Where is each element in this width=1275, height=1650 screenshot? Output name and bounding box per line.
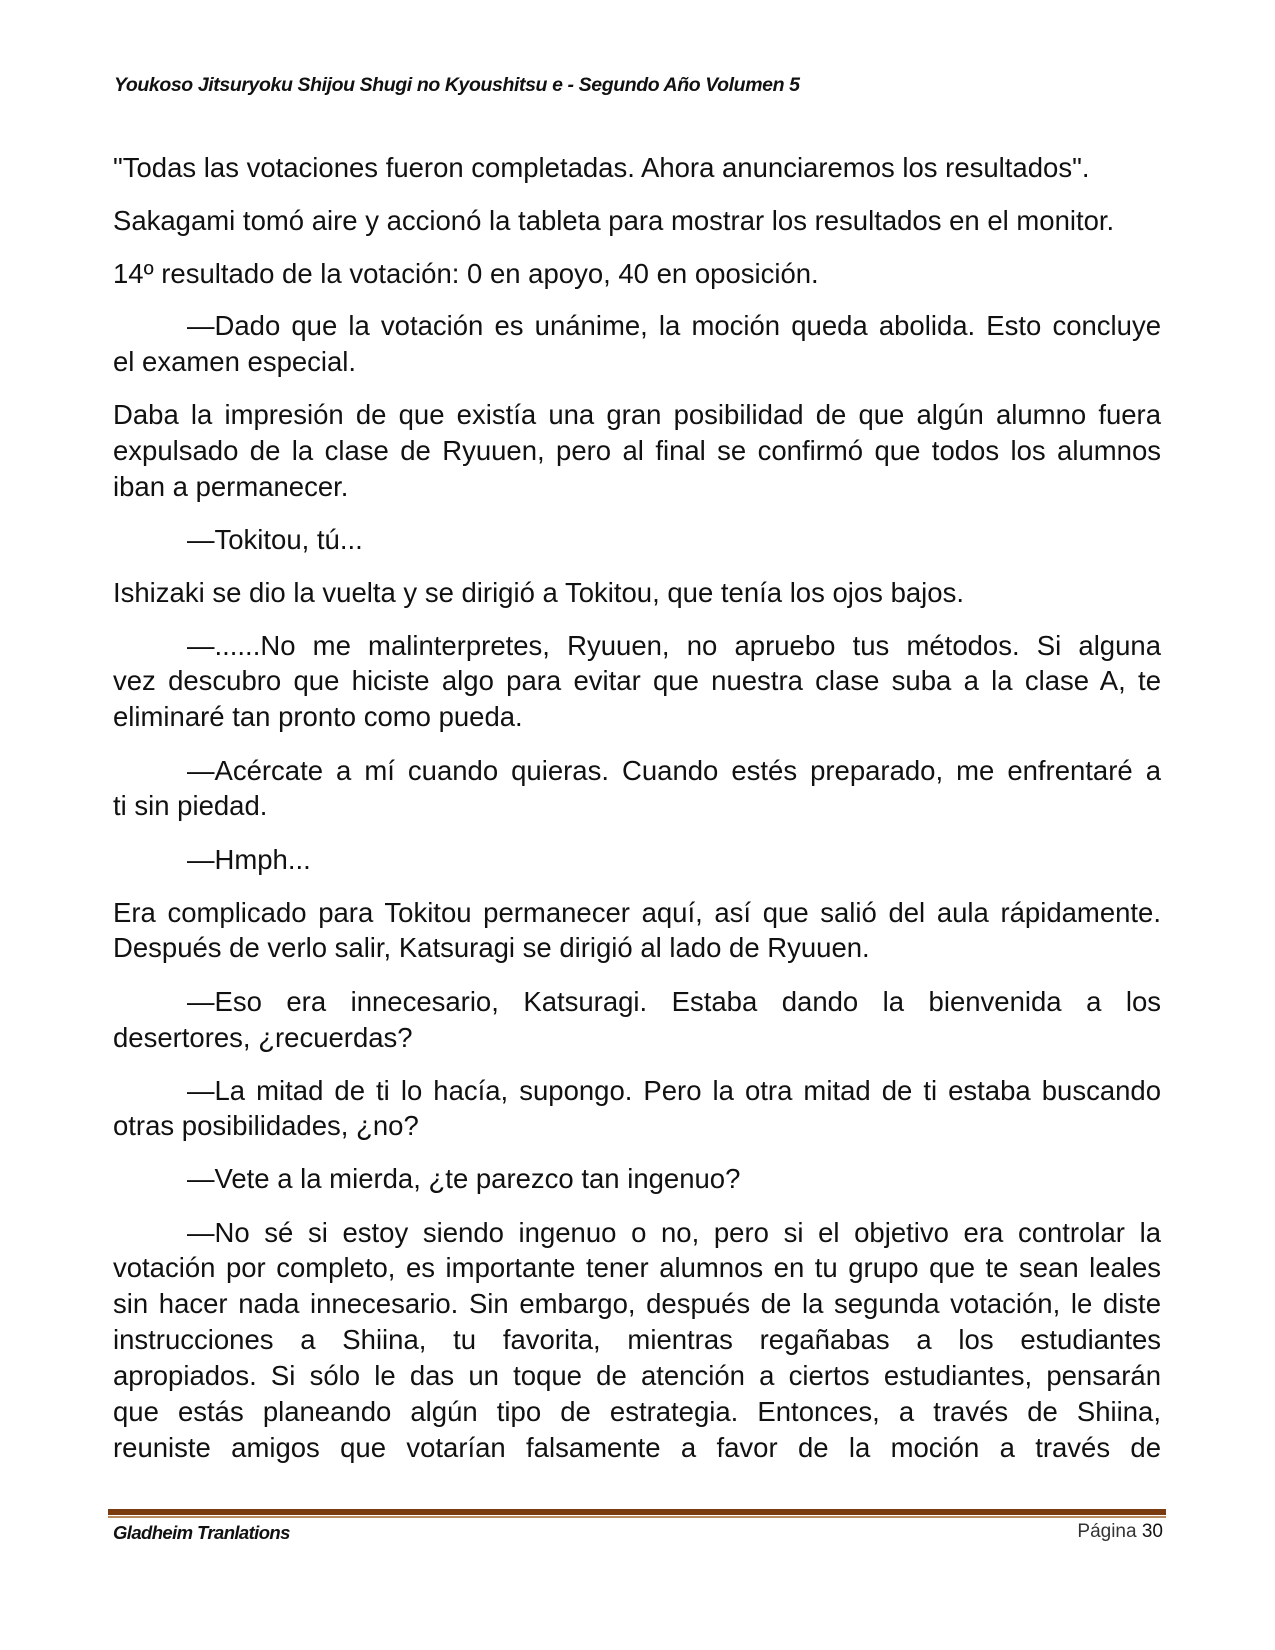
text-line: sin hacer nada innecesario. Sin embargo, después de la segunda votación, le diste <box>113 1288 1161 1319</box>
text-line: Ishizaki se dio la vuelta y se dirigió a Tokitou, que tenía los ojos bajos. <box>113 577 964 608</box>
text-line: iban a permanecer. <box>113 471 349 502</box>
text-line: —Eso era innecesario, Katsuragi. Estaba dando la bienvenida a los <box>187 986 1161 1017</box>
text-line: "Todas las votaciones fueron completadas. Ahora anunciaremos los resultados". <box>113 152 1090 183</box>
text-line: Después de verlo salir, Katsuragi se dirigió al lado de Ryuuen. <box>113 932 870 963</box>
text-line: —Dado que la votación es unánime, la moción queda abolida. Esto concluye <box>187 310 1161 341</box>
text-line: otras posibilidades, ¿no? <box>113 1110 419 1141</box>
text-line: que estás planeando algún tipo de estrategia. Entonces, a través de Shiina, <box>113 1396 1161 1427</box>
text-line: —Tokitou, tú... <box>187 524 363 555</box>
footer-rule <box>108 1509 1166 1515</box>
text-line: —Vete a la mierda, ¿te parezco tan ingenuo? <box>187 1163 741 1194</box>
text-line: —La mitad de ti lo hacía, supongo. Pero la otra mitad de ti estaba buscando <box>187 1075 1161 1106</box>
text-line: ti sin piedad. <box>113 790 268 821</box>
text-line: expulsado de la clase de Ryuuen, pero al final se confirmó que todos los alumnos <box>113 435 1161 466</box>
text-line: —Acércate a mí cuando quieras. Cuando estés preparado, me enfrentaré a <box>187 755 1161 786</box>
text-line: vez descubro que hiciste algo para evitar que nuestra clase suba a la clase A, te <box>113 665 1161 696</box>
footer-rule-thin <box>108 1516 1166 1518</box>
footer-credit: Gladheim Tranlations <box>113 1522 290 1543</box>
text-line: reuniste amigos que votarían falsamente a favor de la moción a través de <box>113 1432 1161 1463</box>
text-line: apropiados. Si sólo le das un toque de atención a ciertos estudiantes, pensarán <box>113 1360 1161 1391</box>
text-line: instrucciones a Shiina, tu favorita, mientras regañabas a los estudiantes <box>113 1324 1161 1355</box>
text-line: eliminaré tan pronto como pueda. <box>113 701 523 732</box>
text-line: desertores, ¿recuerdas? <box>113 1022 413 1053</box>
page-number-value: 30 <box>1141 1521 1163 1542</box>
text-line: Era complicado para Tokitou permanecer aquí, así que salió del aula rápidamente. <box>113 897 1161 928</box>
text-line: —Hmph... <box>187 844 311 875</box>
text-line: 14º resultado de la votación: 0 en apoyo, 40 en oposición. <box>113 258 819 289</box>
page-label: Página <box>1077 1521 1137 1542</box>
text-line: —No sé si estoy siendo ingenuo o no, pero si el objetivo era controlar la <box>187 1217 1161 1248</box>
text-line: —......No me malinterpretes, Ryuuen, no apruebo tus métodos. Si alguna <box>187 630 1161 661</box>
running-header: Youkoso Jitsuryoku Shijou Shugi no Kyoushitsu e - Segundo Año Volumen 5 <box>114 74 800 96</box>
text-line: el examen especial. <box>113 346 357 377</box>
text-line: Daba la impresión de que existía una gran posibilidad de que algún alumno fuera <box>113 399 1161 430</box>
text-line: Sakagami tomó aire y accionó la tableta para mostrar los resultados en el monitor. <box>113 205 1115 236</box>
text-line: votación por completo, es importante tener alumnos en tu grupo que te sean leales <box>113 1252 1161 1283</box>
page-number <box>1077 1521 1163 1543</box>
